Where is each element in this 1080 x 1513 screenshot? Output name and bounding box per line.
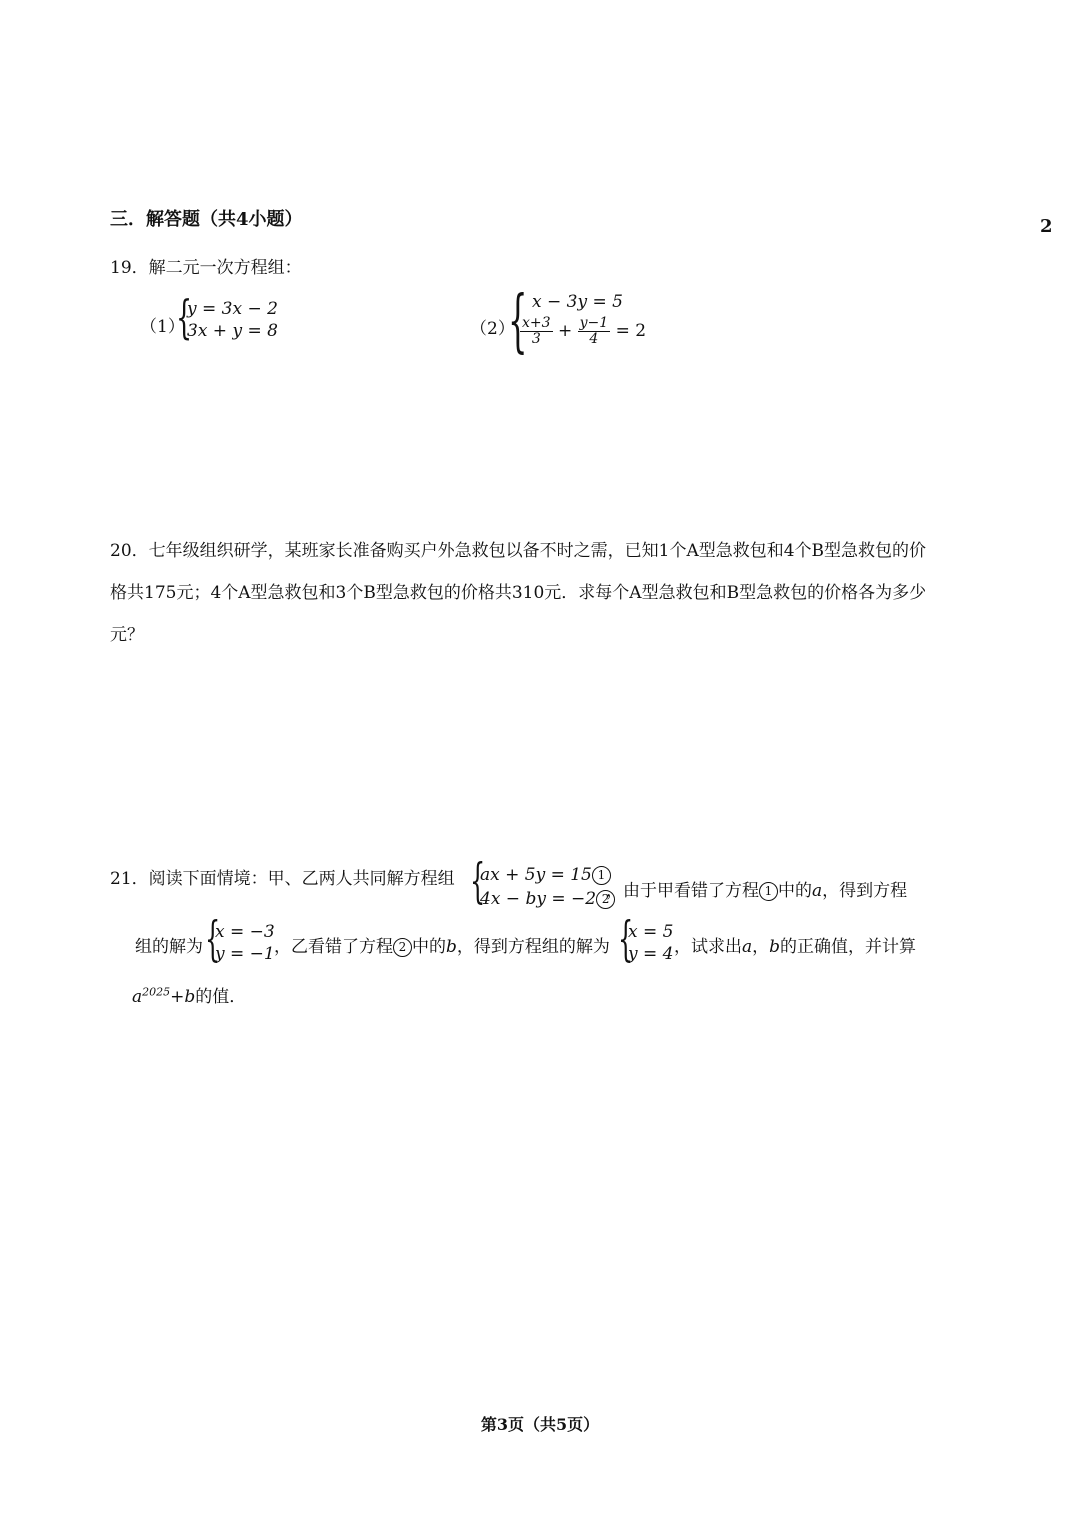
q19-part1-label: （1） [140,317,185,337]
sol2-y: y = 4 [628,944,674,964]
q21-sys-eq1: ax + 5y = 15 1 [480,863,615,887]
page-footer: 第3页（共5页） [480,1415,600,1434]
question-20 [110,530,930,656]
circled-number: 2 [596,890,615,909]
question-21-line1 [110,866,455,892]
q19-part1-eq1: y = 3x − 2 [187,299,278,319]
corner-page-mark: 2 [1040,216,1053,237]
sol1-x: x = −3 [215,922,275,942]
q19-part1-eq2: 3x + y = 8 [187,321,278,341]
question-21-line2-head [135,932,203,957]
question-19 [110,247,302,289]
q21-lead: 21．阅读下面情境：甲、乙两人共同解方程组 [110,869,455,889]
fraction: $\frac{x+3}{3}$ [522,315,551,347]
question-21-line2-mid: ，乙看错了方程 2 中的b，得到方程组的解为 [274,937,610,957]
q19-part2-eq2: $\frac{x+3}{3}$ + $\frac{y-1}{4}$ = 2 [522,315,647,347]
left-brace: { [508,282,528,361]
q19-part2-eq1: x − 3y = 5 [532,292,623,312]
q21-sys-eq2: 4x − by = −2 2 [480,887,615,911]
sol2-x: x = 5 [628,922,674,942]
q19-part1-system [176,290,278,344]
left-brace: { [205,911,221,967]
question-20-text: 20．七年级组织研学，某班家长准备购买户外急救包以备不时之需，已知1个A型急救包和4个B型急救包的价格共175元；4个A型急救包和3个B型急救包的价格共310元．求每个A型急救包和B型急救包的价格各为多少元？ [110,541,927,645]
left-brace: { [470,853,486,909]
question-21-line1-tail: ，由于甲看错了方程 1 中的a，得到方程 [606,881,908,901]
q21-line2-head-text: 组的解为 [135,937,203,957]
question-19-stem: 19．解二元一次方程组： [110,258,302,278]
question-21-line3: $a^{2025}+b$的值． [132,985,247,1007]
q19-part2-label: （2） [470,319,515,339]
circled-number: 2 [393,938,412,957]
question-21-line2-tail: ，试求出a，b的正确值，并计算 [674,937,917,957]
left-brace: { [176,290,193,344]
section-title: 三．解答题（共4小题） [110,209,303,230]
left-brace: { [618,911,634,967]
fraction: $\frac{y-1}{4}$ [579,315,609,347]
circled-number: 1 [759,882,778,901]
circled-number: 1 [592,866,611,885]
sol1-y: y = −1 [215,944,275,964]
